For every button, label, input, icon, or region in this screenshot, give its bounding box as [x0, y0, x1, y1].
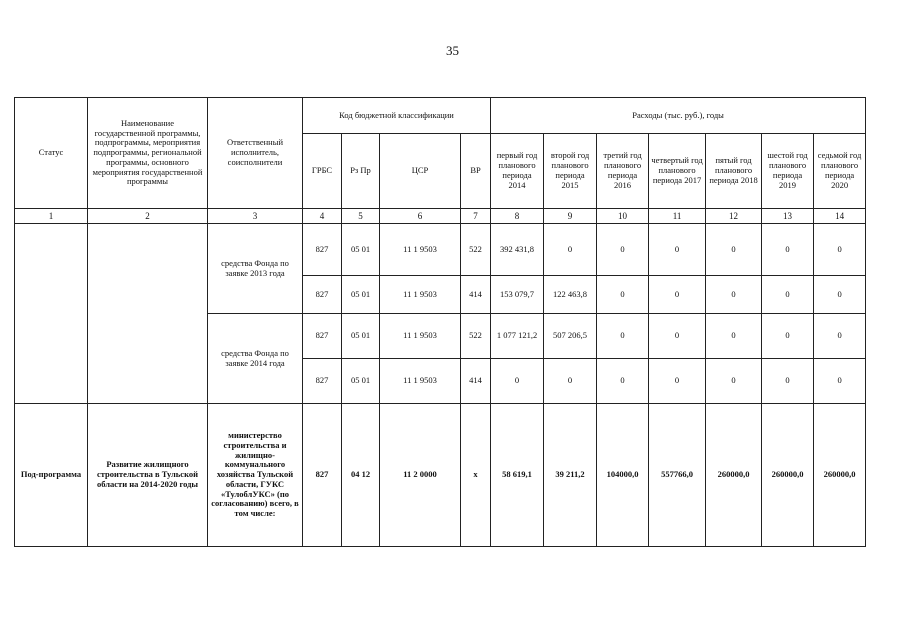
column-number: 14 [814, 209, 866, 224]
csr-cell: 11 1 9503 [380, 359, 461, 404]
name-cell-empty [88, 224, 208, 404]
column-number: 7 [461, 209, 491, 224]
rzpr-cell: 04 12 [342, 404, 380, 547]
vr-cell: 522 [461, 224, 491, 276]
value-cell: 1 077 121,2 [491, 314, 544, 359]
csr-cell: 11 1 9503 [380, 276, 461, 314]
header-year-2020: седьмой год планового периода 2020 [814, 134, 866, 209]
rzpr-cell: 05 01 [342, 276, 380, 314]
csr-cell: 11 2 0000 [380, 404, 461, 547]
header-rzpr: Рз Пр [342, 134, 380, 209]
status-cell-empty [15, 224, 88, 404]
value-cell: 58 619,1 [491, 404, 544, 547]
value-cell: 0 [814, 314, 866, 359]
funding-source-label: средства Фонда по заявке 2014 года [208, 314, 303, 404]
subprogram-status: Под-программа [15, 404, 88, 547]
value-cell: 0 [814, 224, 866, 276]
value-cell: 260000,0 [762, 404, 814, 547]
header-csr: ЦСР [380, 134, 461, 209]
grbs-cell: 827 [303, 224, 342, 276]
header-expenses: Расходы (тыс. руб.), годы [491, 98, 866, 134]
value-cell: 392 431,8 [491, 224, 544, 276]
column-number: 1 [15, 209, 88, 224]
value-cell: 0 [544, 359, 597, 404]
vr-cell: 522 [461, 314, 491, 359]
value-cell: 0 [597, 359, 649, 404]
value-cell: 507 206,5 [544, 314, 597, 359]
value-cell: 0 [706, 276, 762, 314]
csr-cell: 11 1 9503 [380, 224, 461, 276]
vr-cell: x [461, 404, 491, 547]
header-budget-code: Код бюджетной классификации [303, 98, 491, 134]
grbs-cell: 827 [303, 359, 342, 404]
column-number: 13 [762, 209, 814, 224]
value-cell: 557766,0 [649, 404, 706, 547]
value-cell: 0 [597, 224, 649, 276]
value-cell: 0 [597, 276, 649, 314]
column-number: 9 [544, 209, 597, 224]
value-cell: 0 [762, 359, 814, 404]
header-year-2014: первый год планового периода 2014 [491, 134, 544, 209]
subprogram-row [15, 404, 866, 547]
column-number: 11 [649, 209, 706, 224]
header-year-2017: четвертый год планового периода 2017 [649, 134, 706, 209]
column-number: 12 [706, 209, 762, 224]
header-year-2015: второй год планового периода 2015 [544, 134, 597, 209]
table-row [15, 224, 866, 276]
value-cell: 122 463,8 [544, 276, 597, 314]
subprogram-name: Развитие жилищного строительства в Тульской области на 2014-2020 годы [88, 404, 208, 547]
column-number: 2 [88, 209, 208, 224]
csr-cell: 11 1 9503 [380, 314, 461, 359]
value-cell: 153 079,7 [491, 276, 544, 314]
vr-cell: 414 [461, 276, 491, 314]
vr-cell: 414 [461, 359, 491, 404]
rzpr-cell: 05 01 [342, 224, 380, 276]
value-cell: 0 [597, 314, 649, 359]
rzpr-cell: 05 01 [342, 314, 380, 359]
value-cell: 39 211,2 [544, 404, 597, 547]
value-cell: 0 [814, 359, 866, 404]
column-number: 3 [208, 209, 303, 224]
funding-source-label: средства Фонда по заявке 2013 года [208, 224, 303, 314]
grbs-cell: 827 [303, 276, 342, 314]
header-grbs: ГРБС [303, 134, 342, 209]
budget-table [14, 97, 866, 547]
value-cell: 0 [491, 359, 544, 404]
value-cell: 260000,0 [706, 404, 762, 547]
header-responsible: Ответственный исполнитель, соисполнители [208, 98, 303, 209]
column-number: 8 [491, 209, 544, 224]
value-cell: 0 [762, 314, 814, 359]
value-cell: 0 [649, 276, 706, 314]
header-status: Статус [15, 98, 88, 209]
value-cell: 0 [544, 224, 597, 276]
page-number: 35 [446, 43, 459, 58]
value-cell: 0 [706, 359, 762, 404]
subprogram-responsible: министерство строительства и жилищно-коммунального хозяйства Тульской области, ГУКС «ТулоблУКС» (по согласованию) всего, в том числе: [208, 404, 303, 547]
value-cell: 0 [706, 314, 762, 359]
header-year-2018: пятый год планового периода 2018 [706, 134, 762, 209]
column-number: 10 [597, 209, 649, 224]
grbs-cell: 827 [303, 404, 342, 547]
header-year-2019: шестой год планового периода 2019 [762, 134, 814, 209]
value-cell: 104000,0 [597, 404, 649, 547]
column-number: 5 [342, 209, 380, 224]
header-name: Наименование государственной программы, подпрограммы, мероприятия подпрограммы, региональной программы, основного мероприятия государственной программы [88, 98, 208, 209]
header-year-2016: третий год планового периода 2016 [597, 134, 649, 209]
value-cell: 260000,0 [814, 404, 866, 547]
header-vr: ВР [461, 134, 491, 209]
value-cell: 0 [706, 224, 762, 276]
grbs-cell: 827 [303, 314, 342, 359]
value-cell: 0 [649, 359, 706, 404]
value-cell: 0 [814, 276, 866, 314]
column-number: 4 [303, 209, 342, 224]
value-cell: 0 [649, 224, 706, 276]
column-number-row [15, 209, 866, 224]
rzpr-cell: 05 01 [342, 359, 380, 404]
value-cell: 0 [762, 224, 814, 276]
column-number: 6 [380, 209, 461, 224]
value-cell: 0 [762, 276, 814, 314]
value-cell: 0 [649, 314, 706, 359]
